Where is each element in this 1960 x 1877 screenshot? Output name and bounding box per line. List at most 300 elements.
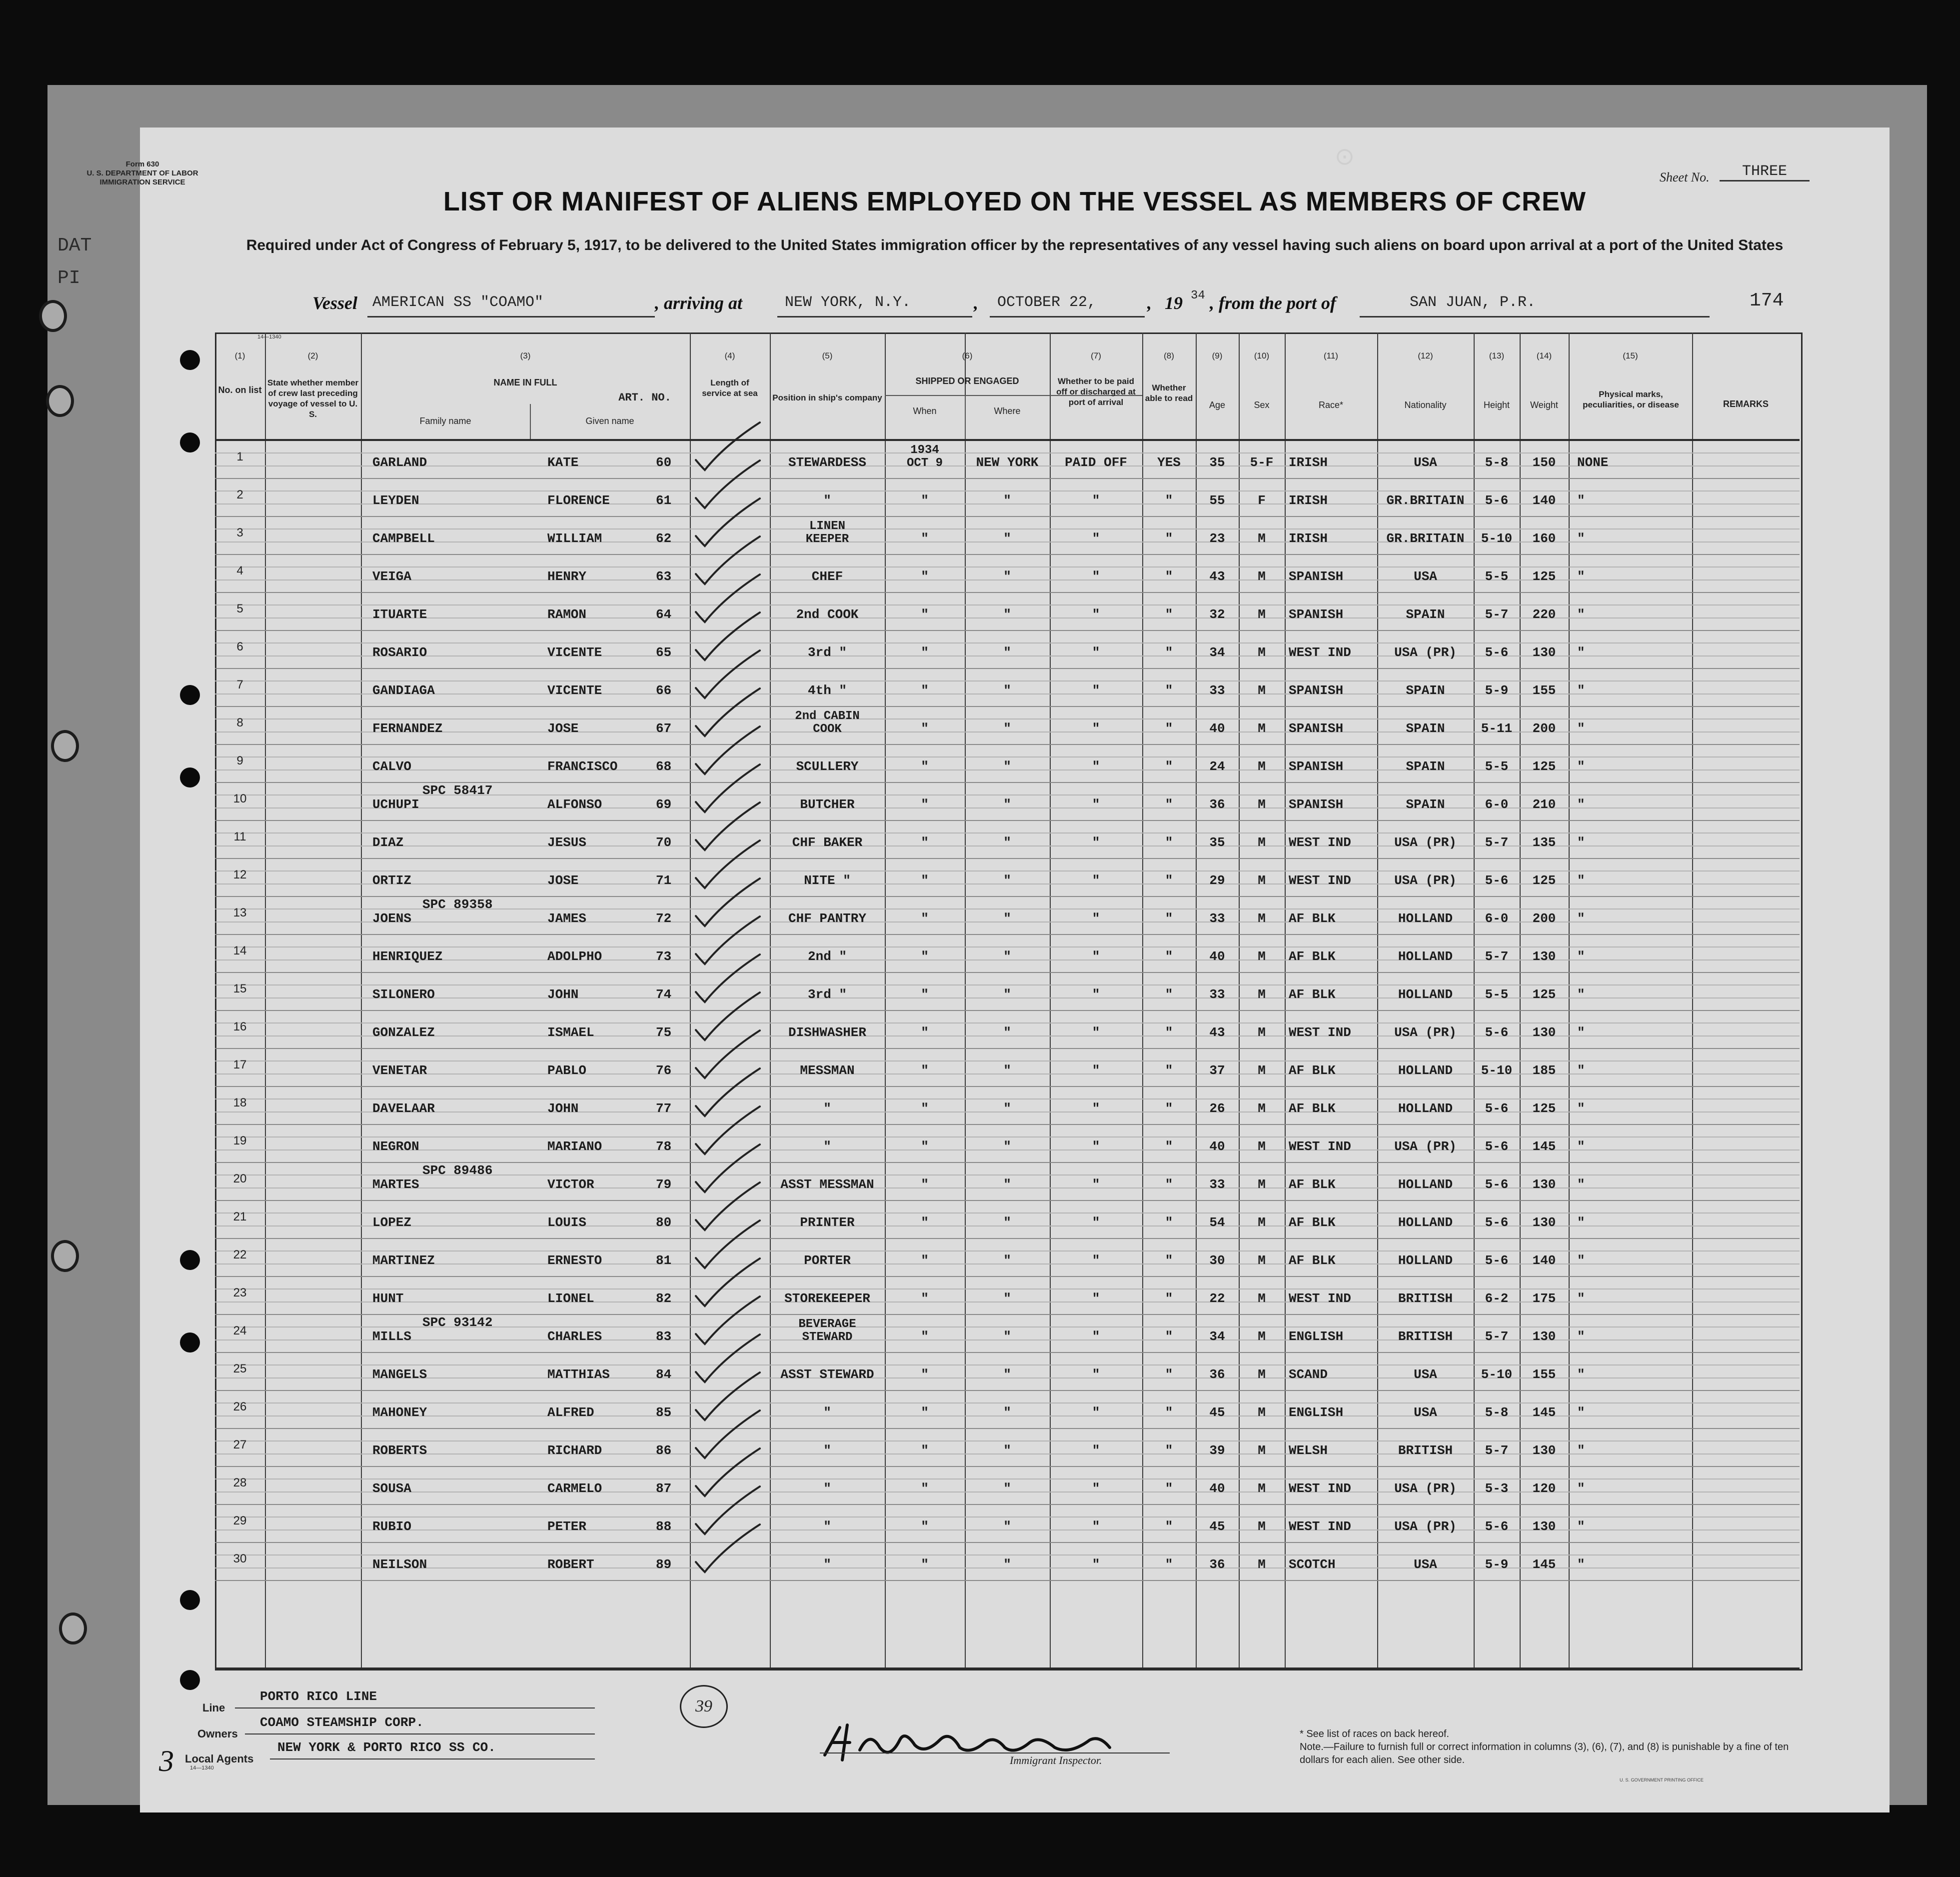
position-cell: " xyxy=(823,1443,831,1458)
height-cell: 5-6 xyxy=(1485,1139,1509,1154)
row-rule xyxy=(215,1516,1800,1518)
height-cell: 5-5 xyxy=(1485,987,1509,1002)
column-divider xyxy=(1692,332,1693,1668)
header-position: Position in ship's company xyxy=(772,393,882,402)
family-name-cell: NEGRON xyxy=(372,1139,419,1154)
paid-off-cell: " xyxy=(1092,797,1100,812)
header-nationality: Nationality xyxy=(1404,400,1447,410)
punch-dot xyxy=(180,350,200,370)
spc-number: SPC 93142 xyxy=(422,1315,493,1330)
race-cell: IRISH xyxy=(1289,455,1328,470)
race-cell: WEST IND xyxy=(1289,1291,1351,1306)
paid-off-cell: " xyxy=(1092,1519,1100,1534)
family-name-cell: HUNT xyxy=(372,1291,404,1306)
nationality-cell: SPAIN xyxy=(1406,683,1445,698)
race-cell: AF BLK xyxy=(1289,987,1336,1002)
able-read-cell: " xyxy=(1165,645,1173,660)
when-cell: " xyxy=(921,1101,929,1116)
race-cell: AF BLK xyxy=(1289,1215,1336,1230)
given-name-cell: CARMELO xyxy=(547,1481,602,1496)
agents-value: NEW YORK & PORTO RICO SS CO. xyxy=(277,1740,496,1755)
row-number: 24 xyxy=(233,1324,247,1338)
family-name-cell: GARLAND xyxy=(372,455,427,470)
art-number-cell: 72 xyxy=(656,911,672,926)
paid-off-cell: " xyxy=(1092,1481,1100,1496)
art-number-cell: 67 xyxy=(656,721,672,736)
page-subtitle: Required under Act of Congress of February 5, 1917, to be delivered to the United States immigration officer by the representatives of any vessel having such aliens on board upon arrival at a port of the United States xyxy=(246,237,1784,254)
column-number: (14) xyxy=(1536,351,1552,360)
position-cell: 2nd CABIN COOK xyxy=(795,710,860,736)
age-cell: 45 xyxy=(1209,1405,1225,1420)
position-cell: " xyxy=(823,1481,831,1496)
height-cell: 5-8 xyxy=(1485,455,1509,470)
row-rule xyxy=(215,1238,1800,1239)
height-cell: 5-6 xyxy=(1485,645,1509,660)
header-physical-marks: Physical marks, peculiarities, or disease xyxy=(1583,390,1679,410)
where-cell: " xyxy=(1003,987,1011,1002)
family-name-cell: GANDIAGA xyxy=(372,683,435,698)
physical-marks-cell: " xyxy=(1577,721,1585,736)
row-number: 22 xyxy=(233,1248,247,1262)
given-name-cell: ALFRED xyxy=(547,1405,594,1420)
paid-off-cell: " xyxy=(1092,1139,1100,1154)
weight-cell: 130 xyxy=(1532,1215,1556,1230)
nationality-cell: USA xyxy=(1414,1367,1437,1382)
art-number-cell: 62 xyxy=(656,531,672,546)
row-rule xyxy=(215,1250,1800,1252)
position-cell: BEVERAGE STEWARD xyxy=(798,1318,856,1344)
position-cell: CHF BAKER xyxy=(792,835,863,850)
able-read-cell: " xyxy=(1165,569,1173,584)
height-cell: 5-9 xyxy=(1485,1557,1509,1572)
art-number-cell: 87 xyxy=(656,1481,672,1496)
physical-marks-cell: " xyxy=(1577,949,1585,964)
position-cell: PORTER xyxy=(804,1253,851,1268)
given-name-cell: JOHN xyxy=(547,987,579,1002)
paid-off-cell: " xyxy=(1092,569,1100,584)
age-cell: 23 xyxy=(1209,531,1225,546)
sex-cell: M xyxy=(1258,835,1266,850)
able-read-cell: YES xyxy=(1157,455,1181,470)
nationality-cell: USA (PR) xyxy=(1394,873,1457,888)
race-cell: IRISH xyxy=(1289,531,1328,546)
paid-off-cell: " xyxy=(1092,1101,1100,1116)
nationality-cell: HOLLAND xyxy=(1398,949,1453,964)
given-name-cell: ERNESTO xyxy=(547,1253,602,1268)
when-cell: " xyxy=(921,797,929,812)
paid-off-cell: " xyxy=(1092,1063,1100,1078)
family-name-cell: MARTINEZ xyxy=(372,1253,435,1268)
weight-cell: 210 xyxy=(1532,797,1556,812)
where-cell: " xyxy=(1003,1291,1011,1306)
race-cell: AF BLK xyxy=(1289,1253,1336,1268)
when-cell: " xyxy=(921,683,929,698)
nationality-cell: USA xyxy=(1414,1405,1437,1420)
row-rule xyxy=(215,1428,1800,1429)
physical-marks-cell: " xyxy=(1577,1443,1585,1458)
weight-cell: 130 xyxy=(1532,1177,1556,1192)
able-read-cell: " xyxy=(1165,1329,1173,1344)
row-rule xyxy=(215,832,1800,834)
weight-cell: 150 xyxy=(1532,455,1556,470)
where-cell: " xyxy=(1003,569,1011,584)
column-number: (6) xyxy=(962,351,973,360)
family-name-cell: CAMPBELL xyxy=(372,531,435,546)
family-name-cell: ITUARTE xyxy=(372,607,427,622)
physical-marks-cell: " xyxy=(1577,759,1585,774)
height-cell: 5-6 xyxy=(1485,1025,1509,1040)
sex-cell: M xyxy=(1258,987,1266,1002)
weight-cell: 200 xyxy=(1532,721,1556,736)
position-cell: BUTCHER xyxy=(800,797,855,812)
age-cell: 36 xyxy=(1209,797,1225,812)
art-number-cell: 61 xyxy=(656,493,672,508)
row-number: 20 xyxy=(233,1172,247,1186)
height-cell: 5-7 xyxy=(1485,835,1509,850)
weight-cell: 220 xyxy=(1532,607,1556,622)
physical-marks-cell: " xyxy=(1577,683,1585,698)
row-number: 6 xyxy=(236,640,243,654)
able-read-cell: " xyxy=(1165,1177,1173,1192)
year-prefix: 19 xyxy=(1165,293,1183,313)
art-number-cell: 84 xyxy=(656,1367,672,1382)
position-cell: " xyxy=(823,1519,831,1534)
height-cell: 5-6 xyxy=(1485,873,1509,888)
nationality-cell: BRITISH xyxy=(1398,1291,1453,1306)
age-cell: 40 xyxy=(1209,1481,1225,1496)
sex-cell: M xyxy=(1258,1253,1266,1268)
race-cell: SPANISH xyxy=(1289,683,1344,698)
sex-cell: M xyxy=(1258,911,1266,926)
sex-cell: M xyxy=(1258,759,1266,774)
when-cell: " xyxy=(921,1557,929,1572)
column-divider xyxy=(265,332,266,1668)
given-name-cell: PETER xyxy=(547,1519,587,1534)
given-name-cell: JOSE xyxy=(547,873,579,888)
row-rule xyxy=(215,490,1800,492)
weight-cell: 125 xyxy=(1532,873,1556,888)
where-cell: " xyxy=(1003,949,1011,964)
row-rule xyxy=(215,1440,1800,1442)
physical-marks-cell: " xyxy=(1577,1063,1585,1078)
weight-cell: 130 xyxy=(1532,1329,1556,1344)
back-sheet-stub: DAT xyxy=(57,235,92,256)
paid-off-cell: " xyxy=(1092,683,1100,698)
weight-cell: 185 xyxy=(1532,1063,1556,1078)
able-read-cell: " xyxy=(1165,1253,1173,1268)
row-rule xyxy=(215,452,1800,454)
header-weight: Weight xyxy=(1530,400,1558,410)
weight-cell: 130 xyxy=(1532,645,1556,660)
race-cell: WEST IND xyxy=(1289,1519,1351,1534)
row-rule xyxy=(215,946,1800,948)
header-no-on-list: No. on list xyxy=(218,385,262,395)
row-number: 15 xyxy=(233,982,247,996)
header-age: Age xyxy=(1209,400,1226,410)
family-name-cell: VEIGA xyxy=(372,569,412,584)
row-rule xyxy=(215,642,1800,644)
footnote-races: * See list of races on back hereof. xyxy=(1300,1728,1450,1740)
where-cell: " xyxy=(1003,531,1011,546)
position-cell: " xyxy=(823,1139,831,1154)
height-cell: 5-8 xyxy=(1485,1405,1509,1420)
sex-cell: M xyxy=(1258,1063,1266,1078)
physical-marks-cell: " xyxy=(1577,1139,1585,1154)
race-cell: SPANISH xyxy=(1289,759,1344,774)
year-suffix: 34 xyxy=(1191,289,1205,302)
when-cell: " xyxy=(921,911,929,926)
underline xyxy=(820,1752,1170,1754)
race-cell: ENGLISH xyxy=(1289,1329,1344,1344)
binder-hole xyxy=(39,300,67,332)
underline xyxy=(367,316,655,318)
row-number: 28 xyxy=(233,1476,247,1490)
given-name-cell: ISMAEL xyxy=(547,1025,594,1040)
weight-cell: 135 xyxy=(1532,835,1556,850)
row-number: 27 xyxy=(233,1438,247,1452)
weight-cell: 120 xyxy=(1532,1481,1556,1496)
able-read-cell: " xyxy=(1165,721,1173,736)
paid-off-cell: " xyxy=(1092,1215,1100,1230)
given-name-cell: KATE xyxy=(547,455,579,470)
where-cell: " xyxy=(1003,1405,1011,1420)
age-cell: 55 xyxy=(1209,493,1225,508)
sex-cell: M xyxy=(1258,1405,1266,1420)
sex-cell: M xyxy=(1258,1481,1266,1496)
height-cell: 5-10 xyxy=(1481,1367,1513,1382)
art-number-cell: 81 xyxy=(656,1253,672,1268)
position-cell: 2nd COOK xyxy=(796,607,859,622)
family-name-cell: FERNANDEZ xyxy=(372,721,443,736)
given-name-cell: CHARLES xyxy=(547,1329,602,1344)
column-divider xyxy=(361,332,362,1668)
family-name-cell: SILONERO xyxy=(372,987,435,1002)
spc-number: SPC 58417 xyxy=(422,783,493,798)
when-cell: " xyxy=(921,1025,929,1040)
row-number: 5 xyxy=(236,602,243,616)
where-cell: " xyxy=(1003,1215,1011,1230)
row-number: 7 xyxy=(236,678,243,692)
age-cell: 40 xyxy=(1209,949,1225,964)
footnote xyxy=(1300,1728,1800,1766)
spc-number: SPC 89358 xyxy=(422,897,493,912)
when-cell: " xyxy=(921,1177,929,1192)
row-rule xyxy=(215,680,1800,682)
weight-cell: 125 xyxy=(1532,1101,1556,1116)
nationality-cell: HOLLAND xyxy=(1398,1101,1453,1116)
family-name-cell: DAVELAAR xyxy=(372,1101,435,1116)
able-read-cell: " xyxy=(1165,531,1173,546)
weight-cell: 175 xyxy=(1532,1291,1556,1306)
column-divider xyxy=(1285,332,1286,1668)
family-name-cell: NEILSON xyxy=(372,1557,427,1572)
able-read-cell: " xyxy=(1165,835,1173,850)
row-number: 1 xyxy=(236,450,243,464)
row-number: 9 xyxy=(236,754,243,768)
given-name-cell: RICHARD xyxy=(547,1443,602,1458)
nationality-cell: GR.BRITAIN xyxy=(1386,531,1465,546)
paid-off-cell: " xyxy=(1092,1177,1100,1192)
row-number: 11 xyxy=(233,830,246,844)
able-read-cell: " xyxy=(1165,607,1173,622)
given-name-cell: FLORENCE xyxy=(547,493,610,508)
position-cell: " xyxy=(823,1101,831,1116)
age-cell: 43 xyxy=(1209,569,1225,584)
physical-marks-cell: " xyxy=(1577,1291,1585,1306)
age-cell: 35 xyxy=(1209,455,1225,470)
column-number: (4) xyxy=(724,351,735,360)
race-cell: AF BLK xyxy=(1289,949,1336,964)
form-identifier xyxy=(67,160,217,187)
given-name-cell: WILLIAM xyxy=(547,531,602,546)
row-number: 30 xyxy=(233,1552,247,1566)
header-able-read: Whether able to read xyxy=(1145,383,1193,403)
physical-marks-cell: " xyxy=(1577,987,1585,1002)
row-number: 2 xyxy=(236,488,243,502)
where-cell: " xyxy=(1003,1443,1011,1458)
weight-cell: 125 xyxy=(1532,569,1556,584)
art-number-cell: 86 xyxy=(656,1443,672,1458)
physical-marks-cell: NONE xyxy=(1577,455,1609,470)
weight-cell: 160 xyxy=(1532,531,1556,546)
row-rule xyxy=(215,554,1800,555)
row-rule xyxy=(215,566,1800,568)
sex-cell: M xyxy=(1258,531,1266,546)
age-cell: 33 xyxy=(1209,911,1225,926)
art-number-cell: 74 xyxy=(656,987,672,1002)
given-name-cell: ADOLPHO xyxy=(547,949,602,964)
row-number: 10 xyxy=(233,792,247,806)
age-cell: 35 xyxy=(1209,835,1225,850)
where-cell: NEW YORK xyxy=(976,455,1039,470)
row-rule xyxy=(215,1390,1800,1391)
row-number: 18 xyxy=(233,1096,247,1110)
row-rule xyxy=(215,1098,1800,1100)
height-cell: 5-6 xyxy=(1485,493,1509,508)
able-read-cell: " xyxy=(1165,683,1173,698)
where-cell: " xyxy=(1003,1177,1011,1192)
art-number-cell: 71 xyxy=(656,873,672,888)
family-name-cell: MILLS xyxy=(372,1329,412,1344)
arrival-port: NEW YORK, N.Y. xyxy=(785,294,911,311)
able-read-cell: " xyxy=(1165,797,1173,812)
from-label: , from the port of xyxy=(1210,293,1337,313)
when-cell: " xyxy=(921,1063,929,1078)
height-cell: 5-6 xyxy=(1485,1253,1509,1268)
able-read-cell: " xyxy=(1165,949,1173,964)
paid-off-cell: " xyxy=(1092,531,1100,546)
able-read-cell: " xyxy=(1165,1139,1173,1154)
age-cell: 33 xyxy=(1209,1177,1225,1192)
when-cell: " xyxy=(921,873,929,888)
physical-marks-cell: " xyxy=(1577,1025,1585,1040)
nationality-cell: HOLLAND xyxy=(1398,1063,1453,1078)
inspector-label: Immigrant Inspector. xyxy=(1010,1754,1102,1766)
where-cell: " xyxy=(1003,1481,1011,1496)
able-read-cell: " xyxy=(1165,1215,1173,1230)
height-cell: 5-6 xyxy=(1485,1215,1509,1230)
able-read-cell: " xyxy=(1165,1443,1173,1458)
where-cell: " xyxy=(1003,1557,1011,1572)
position-cell: " xyxy=(823,493,831,508)
where-cell: " xyxy=(1003,607,1011,622)
row-rule xyxy=(215,1542,1800,1543)
nationality-cell: HOLLAND xyxy=(1398,1253,1453,1268)
nationality-cell: USA (PR) xyxy=(1394,1481,1457,1496)
age-cell: 40 xyxy=(1209,1139,1225,1154)
footer-separator xyxy=(215,1668,1800,1670)
physical-marks-cell: " xyxy=(1577,1481,1585,1496)
when-cell: " xyxy=(921,835,929,850)
row-rule xyxy=(215,718,1800,720)
when-cell: " xyxy=(921,759,929,774)
where-cell: " xyxy=(1003,835,1011,850)
race-cell: WEST IND xyxy=(1289,1139,1351,1154)
family-name-cell: VENETAR xyxy=(372,1063,427,1078)
when-cell: " xyxy=(921,1519,929,1534)
paid-off-cell: " xyxy=(1092,493,1100,508)
weight-cell: 130 xyxy=(1532,1519,1556,1534)
sex-cell: M xyxy=(1258,1557,1266,1572)
able-read-cell: " xyxy=(1165,911,1173,926)
able-read-cell: " xyxy=(1165,1101,1173,1116)
comma: , xyxy=(974,293,978,313)
row-rule xyxy=(215,1212,1800,1214)
weight-cell: 125 xyxy=(1532,759,1556,774)
position-cell: ASST STEWARD xyxy=(780,1367,874,1382)
where-cell: " xyxy=(1003,1025,1011,1040)
where-cell: " xyxy=(1003,1101,1011,1116)
row-rule xyxy=(215,706,1800,707)
race-cell: WEST IND xyxy=(1289,835,1351,850)
owners-label: Owners xyxy=(197,1728,238,1740)
art-number-cell: 85 xyxy=(656,1405,672,1420)
vessel-name: AMERICAN SS "COAMO" xyxy=(372,294,544,311)
departure-port: SAN JUAN, P.R. xyxy=(1410,294,1536,311)
sex-cell: M xyxy=(1258,1291,1266,1306)
weight-cell: 145 xyxy=(1532,1557,1556,1572)
family-name-cell: MAHONEY xyxy=(372,1405,427,1420)
punch-dot xyxy=(180,768,200,788)
physical-marks-cell: " xyxy=(1577,1557,1585,1572)
family-name-cell: HENRIQUEZ xyxy=(372,949,443,964)
position-cell: CHF PANTRY xyxy=(788,911,867,926)
age-cell: 36 xyxy=(1209,1557,1225,1572)
race-cell: AF BLK xyxy=(1289,1101,1336,1116)
header-state-whether: State whether member of crew last preceding voyage of vessel to U. S. xyxy=(267,378,359,419)
position-cell: " xyxy=(823,1405,831,1420)
height-cell: 5-5 xyxy=(1485,759,1509,774)
paid-off-cell: " xyxy=(1092,835,1100,850)
art-number-cell: 60 xyxy=(656,455,672,470)
punch-dot xyxy=(180,432,200,452)
physical-marks-cell: " xyxy=(1577,1101,1585,1116)
when-cell: " xyxy=(921,1405,929,1420)
row-rule xyxy=(215,820,1800,821)
given-name-cell: LIONEL xyxy=(547,1291,594,1306)
able-read-cell: " xyxy=(1165,759,1173,774)
age-cell: 54 xyxy=(1209,1215,1225,1230)
paid-off-cell: " xyxy=(1092,645,1100,660)
art-number-cell: 66 xyxy=(656,683,672,698)
height-cell: 5-9 xyxy=(1485,683,1509,698)
when-cell: " xyxy=(921,1215,929,1230)
able-read-cell: " xyxy=(1165,1291,1173,1306)
row-rule xyxy=(215,1136,1800,1138)
row-rule xyxy=(215,1124,1800,1125)
row-rule xyxy=(215,1580,1800,1581)
header-race: Race* xyxy=(1318,400,1344,410)
